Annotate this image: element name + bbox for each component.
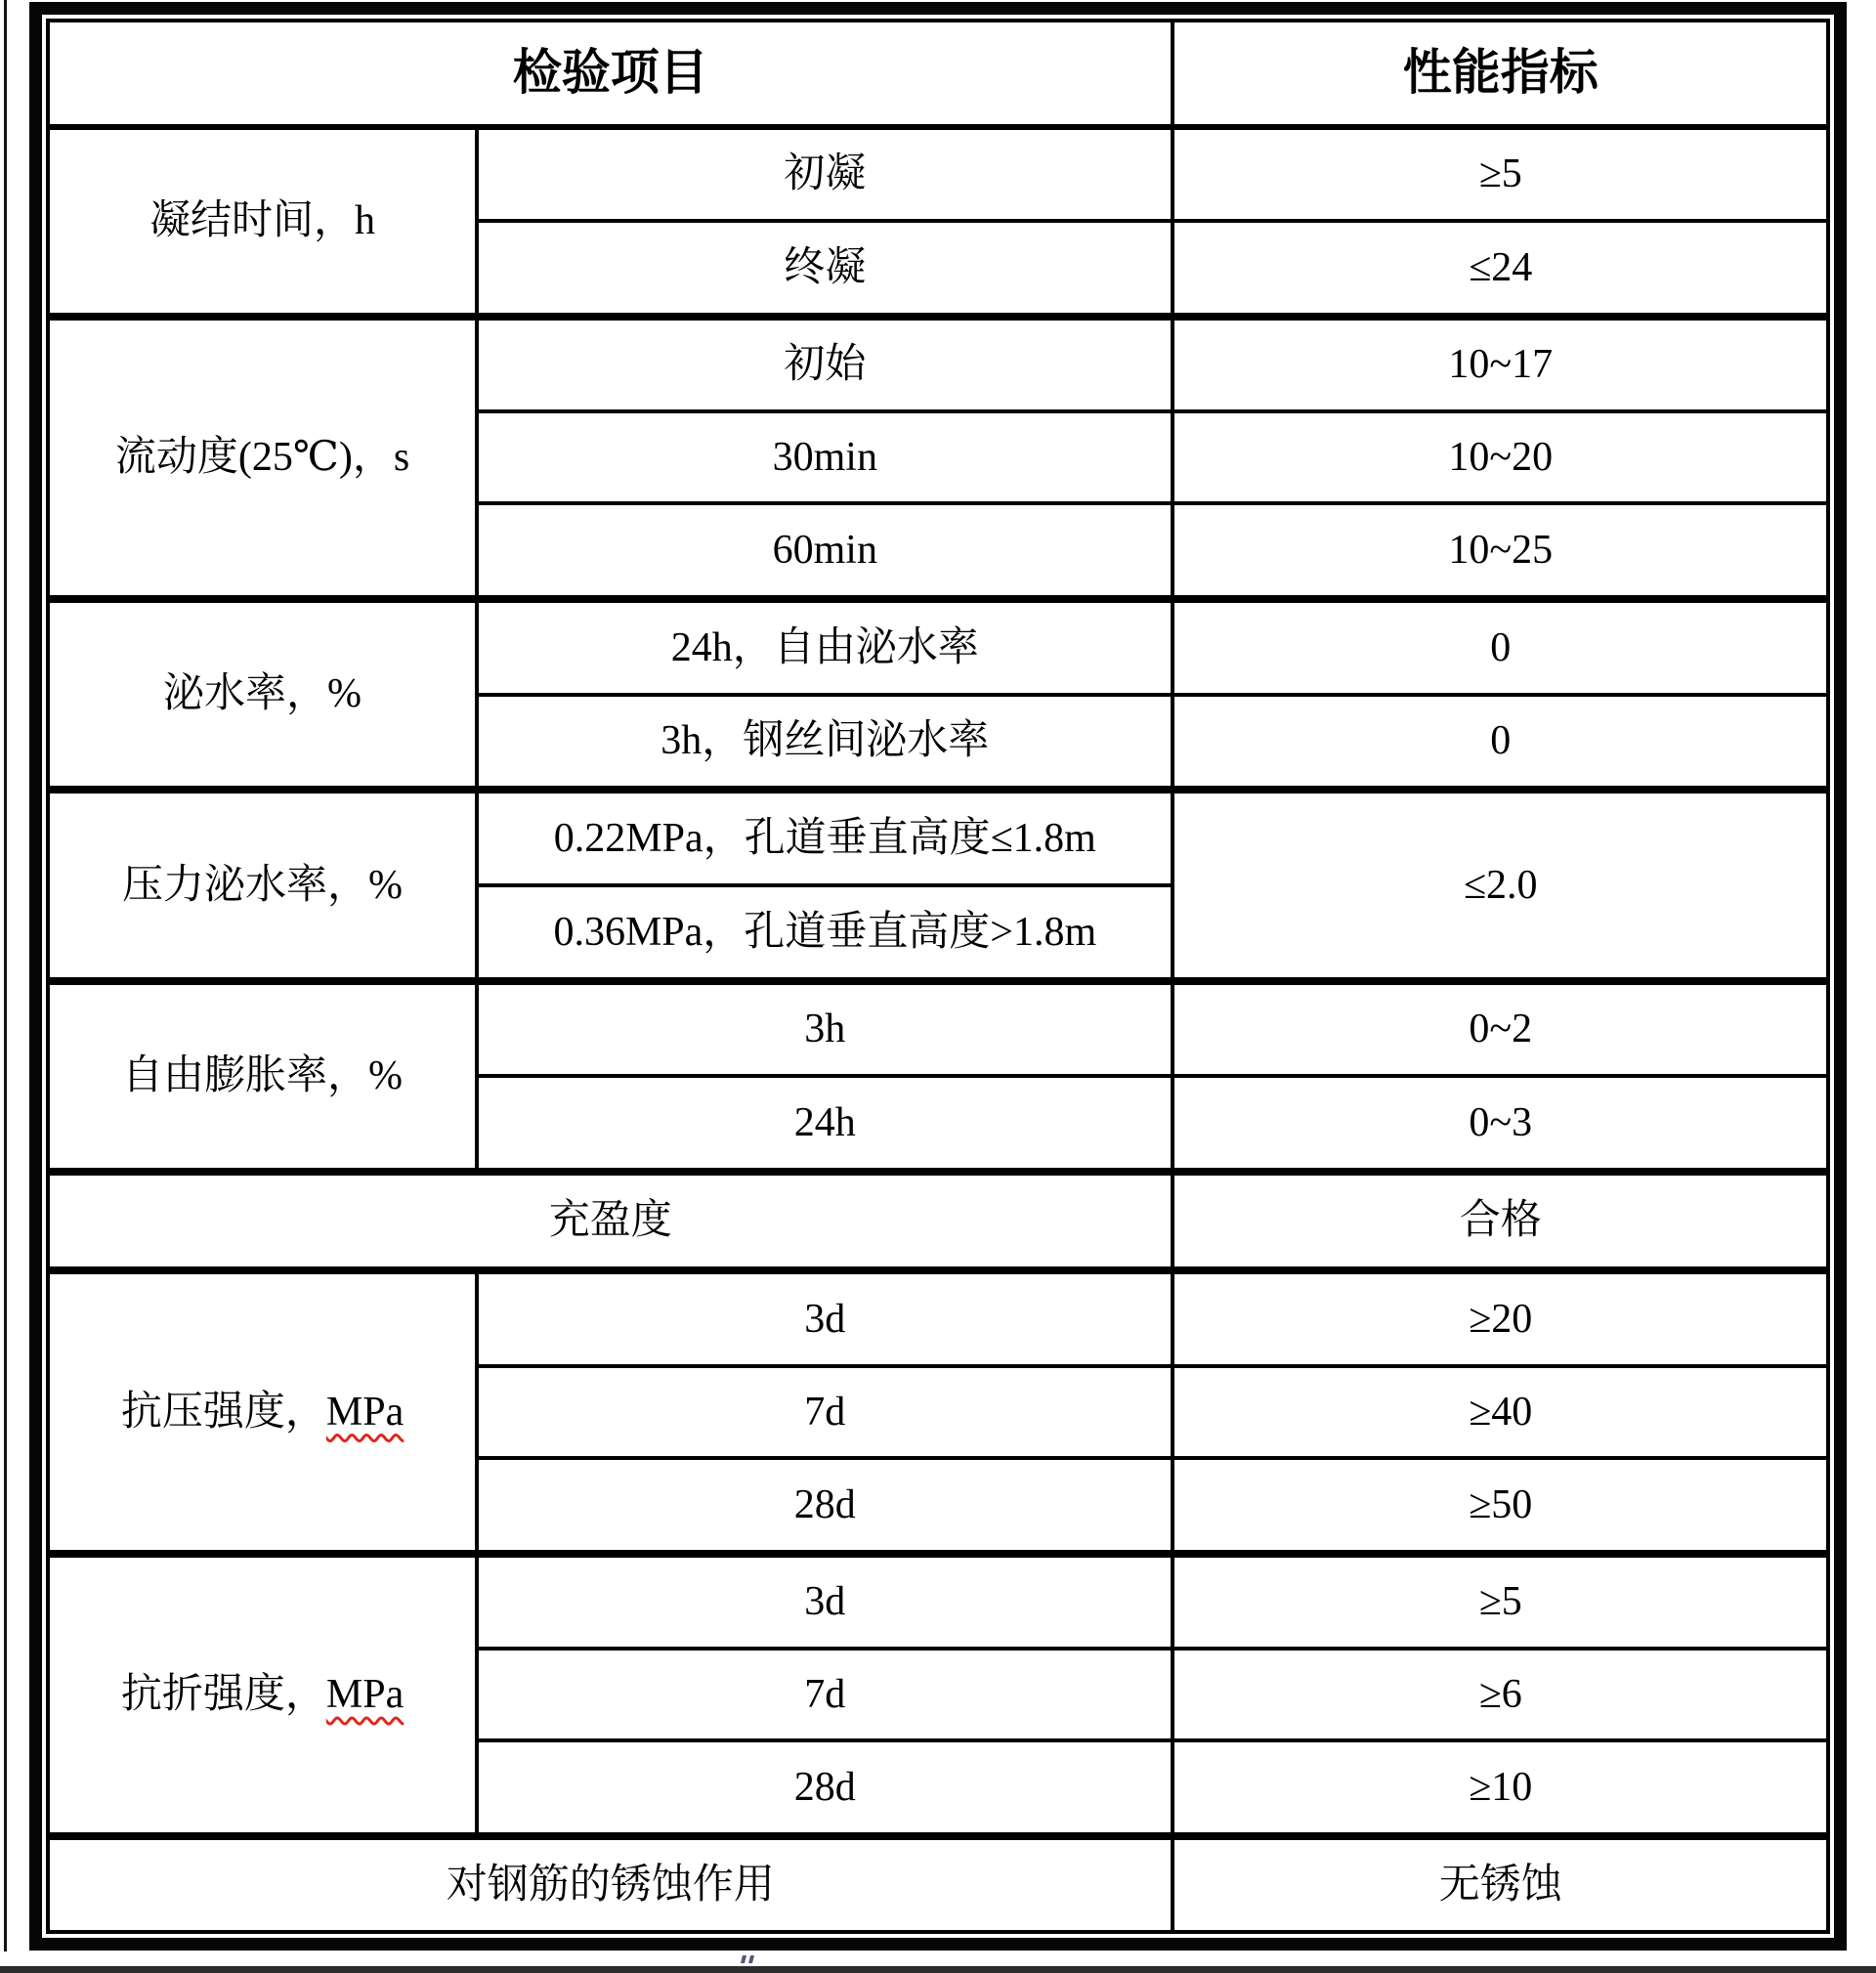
table-row [48,1554,1828,1650]
table-header-row [48,21,1828,127]
category-unit-spellchecked: MPa [325,1389,405,1435]
value-fluidity-60min: 10~25 [1172,503,1828,599]
item-wire-bleeding-3h: 3h，钢丝间泌水率 [477,695,1172,791]
item-fluidity-30min: 30min [477,411,1172,503]
table-row [48,599,1828,695]
value-flexural-28d: ≥10 [1172,1740,1828,1836]
item-flexural-28d: 28d [477,1740,1172,1836]
table-row [48,1836,1828,1932]
spec-table-frame [29,2,1847,1951]
value-compressive-7d: ≥40 [1172,1366,1828,1458]
value-rebar-corrosion: 无锈蚀 [1172,1836,1828,1932]
category-free-expansion-rate: 自由膨胀率，% [48,981,477,1172]
item-compressive-28d: 28d [477,1458,1172,1554]
value-compressive-3d: ≥20 [1172,1270,1828,1366]
table-row [48,981,1828,1077]
category-label: 抗压强度， [120,1389,326,1435]
value-compressive-28d: ≥50 [1172,1458,1828,1554]
value-expansion-24h: 0~3 [1172,1076,1828,1172]
item-pressure-022mpa: 0.22MPa，孔道垂直高度≤1.8m [477,790,1172,885]
value-free-bleeding-24h: 0 [1172,599,1828,695]
value-flexural-7d: ≥6 [1172,1649,1828,1740]
value-initial-setting: ≥5 [1172,127,1828,221]
item-flexural-7d: 7d [477,1649,1172,1740]
item-rebar-corrosion: 对钢筋的锈蚀作用 [48,1836,1172,1932]
item-expansion-3h: 3h [477,981,1172,1077]
table-row [48,1172,1828,1270]
category-setting-time: 凝结时间，h [48,127,477,317]
item-initial-setting: 初凝 [477,127,1172,221]
table-row [48,790,1828,885]
item-expansion-24h: 24h [477,1076,1172,1172]
category-pressure-bleeding-rate: 压力泌水率，% [48,790,477,980]
item-fluidity-initial: 初始 [477,317,1172,412]
item-final-setting: 终凝 [477,221,1172,317]
item-fluidity-60min: 60min [477,503,1172,599]
item-free-bleeding-24h: 24h，自由泌水率 [477,599,1172,695]
page-left-rule [4,0,7,1952]
category-label: 抗折强度， [120,1672,326,1718]
value-expansion-3h: 0~2 [1172,981,1828,1077]
item-fullness: 充盈度 [48,1172,1172,1270]
item-compressive-7d: 7d [477,1366,1172,1458]
value-fluidity-30min: 10~20 [1172,411,1828,503]
header-test-items: 检验项目 [48,21,1172,127]
value-flexural-3d: ≥5 [1172,1554,1828,1650]
value-fullness: 合格 [1172,1172,1828,1270]
value-fluidity-initial: 10~17 [1172,317,1828,412]
spec-table [46,19,1830,1934]
item-compressive-3d: 3d [477,1270,1172,1366]
item-flexural-3d: 3d [477,1554,1172,1650]
category-flexural-strength [48,1554,477,1836]
item-pressure-036mpa: 0.36MPa，孔道垂直高度>1.8m [477,885,1172,981]
header-performance-index: 性能指标 [1172,21,1828,127]
artifact-mark [741,1955,746,1963]
category-unit-spellchecked: MPa [325,1672,405,1718]
value-pressure-bleeding: ≤2.0 [1172,790,1828,980]
category-compressive-strength [48,1270,477,1553]
bottom-bar [0,1966,1876,1973]
category-fluidity: 流动度(25℃)，s [48,317,477,599]
table-row [48,317,1828,412]
category-bleeding-rate: 泌水率，% [48,599,477,790]
table-row [48,1270,1828,1366]
table-row [48,127,1828,221]
value-final-setting: ≤24 [1172,221,1828,317]
value-wire-bleeding-3h: 0 [1172,695,1828,791]
